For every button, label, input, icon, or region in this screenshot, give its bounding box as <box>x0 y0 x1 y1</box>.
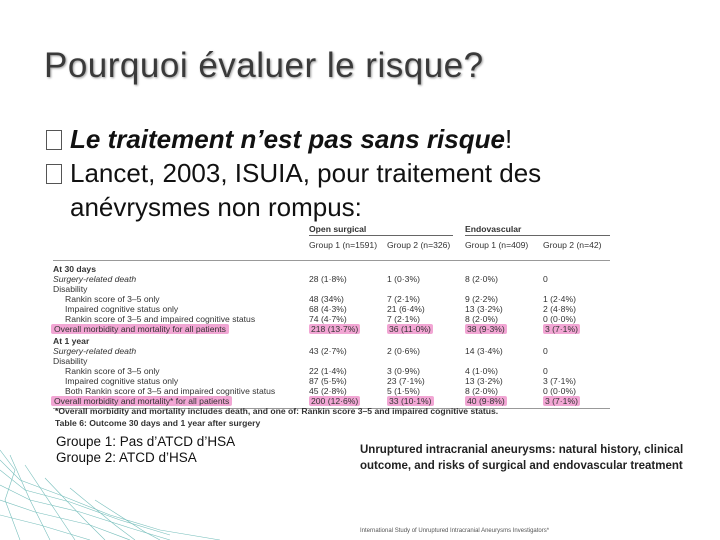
table-cell: 8 (2·0%) <box>465 314 498 324</box>
bullet-1 <box>46 124 512 155</box>
row-label: Surgery-related death <box>53 274 137 284</box>
table-row <box>53 324 613 334</box>
table-cell: 2 (4·8%) <box>543 304 576 314</box>
table-cell: 8 (2·0%) <box>465 274 498 284</box>
table-cell: 1 (0·3%) <box>387 274 420 284</box>
table-cell: 33 (10·1%) <box>389 396 432 406</box>
row-label: Impaired cognitive status only <box>65 376 179 386</box>
table-row <box>53 304 613 314</box>
table-cell: 36 (11·0%) <box>389 324 431 334</box>
reference-line-2: outcome, and risks of surgical and endovascular treatment <box>360 460 683 472</box>
table-row <box>53 274 613 284</box>
table-row <box>53 336 613 346</box>
bullet-1-bold: Le traitement n’est pas sans risque <box>70 124 505 154</box>
bullet-box-icon <box>46 164 62 184</box>
table-row <box>53 386 613 396</box>
table-cell: 4 (1·0%) <box>465 366 498 376</box>
table-row <box>53 396 613 406</box>
table-row <box>53 264 613 274</box>
row-label: At 1 year <box>53 336 90 346</box>
bullet-2 <box>46 158 541 189</box>
column-header: Group 2 (n=326) <box>387 240 451 250</box>
paper-reference <box>360 442 683 474</box>
table-row <box>53 366 613 376</box>
table-cell: 45 (2·8%) <box>309 386 347 396</box>
group-2-label: Groupe 2: ATCD d’HSA <box>56 450 197 465</box>
row-label: Overall morbidity and mortality for all patients <box>51 324 229 334</box>
table-row <box>53 284 613 294</box>
table-cell: 3 (7·1%) <box>543 376 576 386</box>
table-cell: 8 (2·0%) <box>465 386 498 396</box>
row-label: Rankin score of 3–5 and impaired cognitive status <box>65 314 256 324</box>
row-label: Overall morbidity and mortality* for all patients <box>51 396 232 406</box>
row-label: Rankin score of 3–5 only <box>65 366 160 376</box>
groups-legend <box>56 434 235 466</box>
reference-line-1: Unruptured intracranial aneurysms: natural history, clinical <box>360 444 684 456</box>
table-cell: 3 (7·1%) <box>545 324 578 334</box>
table-cell: 2 (0·6%) <box>387 346 420 356</box>
bullet-2-line-2: anévrysmes non rompus: <box>70 192 362 222</box>
table-cell: 0 (0·0%) <box>543 314 576 324</box>
table-cell: 43 (2·7%) <box>309 346 347 356</box>
row-label: Rankin score of 3–5 only <box>65 294 160 304</box>
row-label: Disability <box>53 356 88 366</box>
table-cell: 5 (1·5%) <box>387 386 420 396</box>
header-rule-full <box>53 260 610 261</box>
table-cell: 68 (4·3%) <box>309 304 347 314</box>
table-cell: 1 (2·4%) <box>543 294 576 304</box>
row-label: Both Rankin score of 3–5 and impaired cognitive status <box>65 386 276 396</box>
slide-title: Pourquoi évaluer le risque? <box>44 46 484 85</box>
column-header: Group 1 (n=1591) <box>309 240 378 250</box>
table-cell: 28 (1·8%) <box>309 274 347 284</box>
table-cell: 21 (6·4%) <box>387 304 425 314</box>
table-cell: 38 (9·3%) <box>467 324 505 334</box>
table-row <box>53 346 613 356</box>
paper-authors: International Study of Unruptured Intracranial Aneurysms Investigators* <box>360 528 550 534</box>
table-cell: 0 <box>543 366 548 376</box>
bullet-1-tail: ! <box>504 124 513 154</box>
column-header: Group 1 (n=409) <box>465 240 529 250</box>
header-endovascular: Endovascular <box>465 224 522 234</box>
table-cell: 74 (4·7%) <box>309 314 347 324</box>
table-cell: 218 (13·7%) <box>311 324 359 334</box>
header-rule-open <box>309 235 453 236</box>
table-cell: 0 (0·0%) <box>543 386 576 396</box>
table-row <box>53 376 613 386</box>
table-cell: 3 (0·9%) <box>387 366 420 376</box>
table-cell: 13 (3·2%) <box>465 376 503 386</box>
table-cell: 7 (2·1%) <box>387 294 420 304</box>
row-label: Disability <box>53 284 88 294</box>
table-row <box>53 294 613 304</box>
table-cell: 0 <box>543 346 548 356</box>
header-open-surgical: Open surgical <box>309 224 367 234</box>
table-cell: 40 (9·8%) <box>467 396 505 406</box>
table-row <box>53 356 613 366</box>
table-cell: 48 (34%) <box>309 294 344 304</box>
table-cell: 3 (7·1%) <box>545 396 578 406</box>
header-rule-endo <box>465 235 610 236</box>
table-cell: 9 (2·2%) <box>465 294 498 304</box>
table-cell: 87 (5·5%) <box>309 376 347 386</box>
row-label: At 30 days <box>53 264 96 274</box>
group-1-label: Groupe 1: Pas d’ATCD d’HSA <box>56 434 236 449</box>
table-cell: 14 (3·4%) <box>465 346 503 356</box>
bullet-2-line-1: Lancet, 2003, ISUIA, pour traitement des <box>70 158 542 188</box>
bullet-box-icon <box>46 130 62 150</box>
row-label: Surgery-related death <box>53 346 137 356</box>
table-footnote: *Overall morbidity and mortality includes death, and one of: Rankin score 3–5 and impaired cognitive status. <box>55 406 499 416</box>
table-cell: 23 (7·1%) <box>387 376 425 386</box>
table-caption: Table 6: Outcome 30 days and 1 year after surgery <box>55 418 261 428</box>
table-cell: 200 (12·6%) <box>311 396 359 406</box>
column-header: Group 2 (n=42) <box>543 240 602 250</box>
table-cell: 13 (3·2%) <box>465 304 503 314</box>
table-cell: 7 (2·1%) <box>387 314 420 324</box>
table-row <box>53 314 613 324</box>
row-label: Impaired cognitive status only <box>65 304 179 314</box>
table-cell: 22 (1·4%) <box>309 366 347 376</box>
table-cell: 0 <box>543 274 548 284</box>
